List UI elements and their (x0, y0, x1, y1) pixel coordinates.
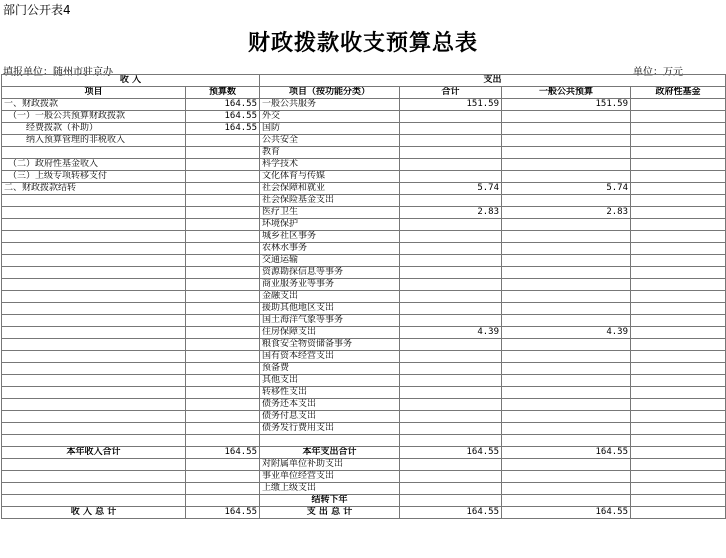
expense-general-budget (502, 135, 631, 147)
col-header-gov-fund: 政府性基金 (631, 87, 726, 99)
empty-cell (502, 471, 631, 483)
empty-cell (2, 483, 186, 495)
empty-cell (631, 495, 726, 507)
table-row (2, 243, 726, 255)
expense-total (400, 387, 502, 399)
expense-total (400, 267, 502, 279)
income-item (2, 291, 186, 303)
income-amount: 164.55 (186, 123, 260, 135)
expense-gov-fund (631, 171, 726, 183)
empty-cell (502, 483, 631, 495)
expense-item: 农林水事务 (260, 243, 400, 255)
expense-total (400, 339, 502, 351)
income-item (2, 303, 186, 315)
expense-general-budget (502, 291, 631, 303)
doc-tag: 部门公开表4 (3, 3, 71, 17)
expense-gov-fund (631, 243, 726, 255)
expense-section-header: 支出 (260, 75, 726, 87)
expense-item: 国有资本经营支出 (260, 351, 400, 363)
expense-item: 交通运输 (260, 255, 400, 267)
expense-total (400, 291, 502, 303)
expense-total (400, 423, 502, 435)
empty-cell (400, 495, 502, 507)
income-amount (186, 195, 260, 207)
income-amount (186, 159, 260, 171)
table-row (2, 123, 726, 135)
expense-gov-fund (631, 303, 726, 315)
expense-gov-fund (631, 219, 726, 231)
expense-item: 教育 (260, 147, 400, 159)
expense-gov-fund (631, 267, 726, 279)
table-row (2, 399, 726, 411)
income-amount (186, 183, 260, 195)
expense-gov-fund (631, 387, 726, 399)
income-amount (186, 147, 260, 159)
col-header-budget: 预算数 (186, 87, 260, 99)
empty-cell (186, 471, 260, 483)
year-income-total: 164.55 (186, 447, 260, 459)
table-row (2, 195, 726, 207)
table-row (2, 339, 726, 351)
expense-general-budget (502, 351, 631, 363)
income-item (2, 231, 186, 243)
expense-total (400, 303, 502, 315)
expense-item: 住房保障支出 (260, 327, 400, 339)
expense-item: 债务付息支出 (260, 411, 400, 423)
expense-general-budget (502, 375, 631, 387)
expense-item: 一般公共服务 (260, 99, 400, 111)
empty-cell (502, 435, 631, 447)
expense-gov-fund (631, 375, 726, 387)
expense-item: 上缴上级支出 (260, 483, 400, 495)
income-amount (186, 399, 260, 411)
table-row (2, 219, 726, 231)
table-row (2, 303, 726, 315)
expense-total: 4.39 (400, 327, 502, 339)
year-totals-row (2, 447, 726, 459)
expense-item: 公共安全 (260, 135, 400, 147)
empty-cell (400, 459, 502, 471)
income-item (2, 243, 186, 255)
income-item: （三）上级专项转移支付 (2, 171, 186, 183)
expense-gov-fund (631, 231, 726, 243)
expense-item: 环境保护 (260, 219, 400, 231)
expense-item: 预备费 (260, 363, 400, 375)
expense-general-budget (502, 195, 631, 207)
expense-total (400, 399, 502, 411)
income-item: 纳入预算管理的非税收入 (2, 135, 186, 147)
expense-item: 社会保障和就业 (260, 183, 400, 195)
income-amount (186, 375, 260, 387)
empty-cell (186, 459, 260, 471)
expense-gov-fund (631, 339, 726, 351)
expense-total (400, 123, 502, 135)
expense-total (400, 135, 502, 147)
carry-forward-label: 结转下年 (260, 495, 400, 507)
expense-item: 国土海洋气象等事务 (260, 315, 400, 327)
income-amount (186, 303, 260, 315)
expense-total (400, 147, 502, 159)
year-expense-gov-fund (631, 447, 726, 459)
expense-total (400, 411, 502, 423)
expense-gov-fund (631, 327, 726, 339)
empty-cell (186, 435, 260, 447)
expense-general-budget (502, 219, 631, 231)
grand-income-total-label: 收 入 总 计 (2, 507, 186, 519)
expense-gov-fund (631, 423, 726, 435)
table-row (2, 207, 726, 219)
table-row (2, 267, 726, 279)
income-item (2, 423, 186, 435)
expense-total: 2.83 (400, 207, 502, 219)
income-item: （二）政府性基金收入 (2, 159, 186, 171)
expense-general-budget (502, 423, 631, 435)
expense-gov-fund (631, 99, 726, 111)
expense-item: 资源勘探信息等事务 (260, 267, 400, 279)
expense-gov-fund (631, 411, 726, 423)
income-amount (186, 315, 260, 327)
income-amount (186, 327, 260, 339)
income-amount (186, 339, 260, 351)
income-item (2, 267, 186, 279)
income-amount (186, 291, 260, 303)
table-row (2, 231, 726, 243)
grand-expense-general-budget: 164.55 (502, 507, 631, 519)
spacer-row (2, 435, 726, 447)
fill-unit: 填报单位：随州市驻京办 (3, 67, 113, 78)
income-item (2, 147, 186, 159)
col-header-function: 项目（按功能分类） (260, 87, 400, 99)
expense-gov-fund (631, 351, 726, 363)
expense-item: 其他支出 (260, 375, 400, 387)
expense-total (400, 159, 502, 171)
year-income-total-label: 本年收入合计 (2, 447, 186, 459)
income-amount (186, 219, 260, 231)
empty-cell (502, 459, 631, 471)
empty-cell (2, 435, 186, 447)
income-item (2, 195, 186, 207)
empty-cell (400, 471, 502, 483)
income-item (2, 375, 186, 387)
expense-total (400, 375, 502, 387)
income-amount (186, 267, 260, 279)
table-row (2, 99, 726, 111)
expense-item: 债务发行费用支出 (260, 423, 400, 435)
empty-cell (186, 483, 260, 495)
income-item: 经费拨款（补助） (2, 123, 186, 135)
income-item (2, 279, 186, 291)
expense-general-budget (502, 111, 631, 123)
expense-total (400, 363, 502, 375)
empty-cell (260, 435, 400, 447)
table-row (2, 159, 726, 171)
income-item (2, 255, 186, 267)
expense-item: 国防 (260, 123, 400, 135)
income-amount (186, 411, 260, 423)
income-item (2, 387, 186, 399)
expense-item: 债务还本支出 (260, 399, 400, 411)
money-unit: 单位：万元 (633, 67, 683, 78)
expense-general-budget (502, 339, 631, 351)
table-row (2, 351, 726, 363)
expense-item: 商业服务业等事务 (260, 279, 400, 291)
expense-total (400, 351, 502, 363)
empty-cell (631, 483, 726, 495)
empty-cell (2, 459, 186, 471)
income-amount (186, 171, 260, 183)
income-amount (186, 255, 260, 267)
col-header-total: 合计 (400, 87, 502, 99)
expense-total (400, 219, 502, 231)
expense-total (400, 195, 502, 207)
expense-item: 城乡社区事务 (260, 231, 400, 243)
income-amount: 164.55 (186, 99, 260, 111)
expense-gov-fund (631, 255, 726, 267)
year-expense-total: 164.55 (400, 447, 502, 459)
expense-gov-fund (631, 279, 726, 291)
income-amount: 164.55 (186, 111, 260, 123)
empty-cell (2, 471, 186, 483)
table-row (2, 327, 726, 339)
grand-expense-total-label: 支 出 总 计 (260, 507, 400, 519)
expense-gov-fund (631, 291, 726, 303)
empty-cell (400, 483, 502, 495)
expense-general-budget: 151.59 (502, 99, 631, 111)
expense-item: 社会保险基金支出 (260, 195, 400, 207)
expense-total: 5.74 (400, 183, 502, 195)
income-item: （一）一般公共预算财政拨款 (2, 111, 186, 123)
expense-item: 医疗卫生 (260, 207, 400, 219)
table-row (2, 279, 726, 291)
table-row (2, 291, 726, 303)
income-amount (186, 135, 260, 147)
expense-item: 文化体育与传媒 (260, 171, 400, 183)
table-row (2, 255, 726, 267)
table-row (2, 111, 726, 123)
expense-total (400, 279, 502, 291)
expense-gov-fund (631, 183, 726, 195)
table-row (2, 375, 726, 387)
income-amount (186, 231, 260, 243)
income-item (2, 327, 186, 339)
empty-cell (2, 495, 186, 507)
expense-gov-fund (631, 399, 726, 411)
expense-general-budget (502, 411, 631, 423)
income-item (2, 363, 186, 375)
income-item (2, 351, 186, 363)
expense-item: 粮食安全物资储备事务 (260, 339, 400, 351)
year-expense-total-label: 本年支出合计 (260, 447, 400, 459)
grand-income-total: 164.55 (186, 507, 260, 519)
expense-item: 事业单位经营支出 (260, 471, 400, 483)
expense-general-budget: 5.74 (502, 183, 631, 195)
table-row (2, 423, 726, 435)
table-row (2, 387, 726, 399)
expense-gov-fund (631, 123, 726, 135)
table-row (2, 171, 726, 183)
expense-total (400, 315, 502, 327)
empty-cell (400, 435, 502, 447)
income-item: 二、财政拨款结转 (2, 183, 186, 195)
expense-total (400, 231, 502, 243)
income-item (2, 207, 186, 219)
budget-table (1, 74, 726, 519)
expense-general-budget (502, 267, 631, 279)
expense-general-budget (502, 231, 631, 243)
expense-general-budget (502, 123, 631, 135)
expense-gov-fund (631, 111, 726, 123)
expense-general-budget (502, 315, 631, 327)
expense-general-budget (502, 255, 631, 267)
income-section-header: 收 入 (2, 75, 260, 87)
expense-general-budget (502, 147, 631, 159)
expense-total (400, 243, 502, 255)
income-amount (186, 387, 260, 399)
col-header-general-budget: 一般公共预算 (502, 87, 631, 99)
col-header-item: 项目 (2, 87, 186, 99)
expense-gov-fund (631, 207, 726, 219)
table-row (2, 135, 726, 147)
expense-general-budget (502, 159, 631, 171)
expense-general-budget (502, 303, 631, 315)
expense-general-budget (502, 243, 631, 255)
expense-general-budget (502, 399, 631, 411)
expense-gov-fund (631, 147, 726, 159)
income-amount (186, 423, 260, 435)
expense-item: 转移性支出 (260, 387, 400, 399)
expense-total: 151.59 (400, 99, 502, 111)
expense-general-budget: 4.39 (502, 327, 631, 339)
empty-cell (502, 495, 631, 507)
table-row (2, 471, 726, 483)
grand-expense-total: 164.55 (400, 507, 502, 519)
income-amount (186, 351, 260, 363)
expense-item: 援助其他地区支出 (260, 303, 400, 315)
table-row (2, 411, 726, 423)
expense-gov-fund (631, 159, 726, 171)
expense-gov-fund (631, 315, 726, 327)
empty-cell (631, 459, 726, 471)
table-row (2, 315, 726, 327)
expense-general-budget: 2.83 (502, 207, 631, 219)
expense-item: 金融支出 (260, 291, 400, 303)
expense-total (400, 171, 502, 183)
grand-expense-gov-fund (631, 507, 726, 519)
carry-forward-row (2, 495, 726, 507)
page-title: 财政拨款收支预算总表 (247, 30, 478, 56)
income-item: 一、财政拨款 (2, 99, 186, 111)
expense-total (400, 111, 502, 123)
table-row (2, 363, 726, 375)
expense-item: 外交 (260, 111, 400, 123)
empty-cell (186, 495, 260, 507)
expense-item: 科学技术 (260, 159, 400, 171)
expense-gov-fund (631, 195, 726, 207)
expense-gov-fund (631, 363, 726, 375)
income-item (2, 315, 186, 327)
expense-gov-fund (631, 135, 726, 147)
year-expense-general-budget: 164.55 (502, 447, 631, 459)
table-row (2, 483, 726, 495)
expense-general-budget (502, 363, 631, 375)
expense-item: 对附属单位补助支出 (260, 459, 400, 471)
income-amount (186, 363, 260, 375)
income-amount (186, 243, 260, 255)
income-amount (186, 279, 260, 291)
table-row (2, 183, 726, 195)
table-row (2, 459, 726, 471)
income-item (2, 399, 186, 411)
income-item (2, 219, 186, 231)
empty-cell (631, 435, 726, 447)
expense-general-budget (502, 171, 631, 183)
table-row (2, 147, 726, 159)
income-item (2, 339, 186, 351)
expense-general-budget (502, 279, 631, 291)
expense-total (400, 255, 502, 267)
grand-totals-row (2, 507, 726, 519)
income-item (2, 411, 186, 423)
expense-general-budget (502, 387, 631, 399)
empty-cell (631, 471, 726, 483)
income-amount (186, 207, 260, 219)
